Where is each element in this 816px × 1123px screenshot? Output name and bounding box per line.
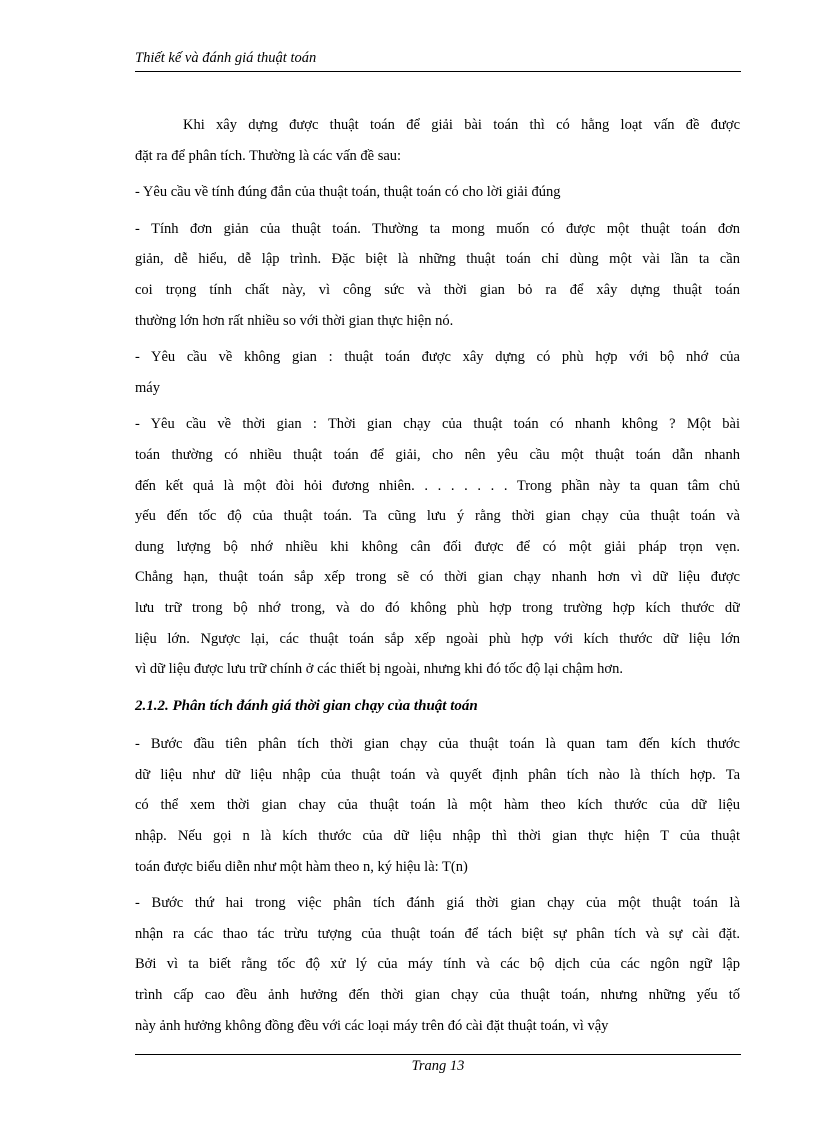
header-divider	[135, 71, 741, 72]
text-line: - Yêu cầu về thời gian : Thời gian chạy của thuật toán có nhanh không ? Một bài	[135, 416, 740, 433]
text-line: - Bước thứ hai trong việc phân tích đánh giá thời gian chạy của một thuật toán là	[135, 895, 740, 912]
text-line: lưu trữ trong bộ nhớ trong, và do đó không phù hợp trong trường hợp kích thước dữ	[135, 599, 740, 616]
paragraph-space	[135, 342, 740, 403]
text-line: dung lượng bộ nhớ nhiều khi không cân đối được để có một giải pháp trọn vẹn.	[135, 538, 740, 555]
text-line: - Yêu cầu về không gian : thuật toán được xây dựng có phù hợp với bộ nhớ của	[135, 349, 740, 366]
paragraph-step-one	[135, 729, 740, 882]
text-line: máy	[135, 379, 160, 396]
paragraph-simplicity	[135, 214, 740, 336]
text-line: giản, dễ hiểu, dễ lập trình. Đặc biệt là những thuật toán chỉ dùng một vài lần ta cần	[135, 251, 740, 268]
text-line: toán được biểu diễn như một hàm theo n, ký hiệu là: T(n)	[135, 858, 468, 875]
page-number: Trang 13	[411, 1058, 465, 1074]
text-line: đặt ra để phân tích. Thường là các vấn đề sau:	[135, 147, 402, 164]
text-line: - Yêu cầu về tính đúng đắn của thuật toán, thuật toán có cho lời giải đúng	[135, 184, 561, 201]
text-line: đến kết quả là một đòi hỏi đương nhiên. . . . . . . . Trong phần này ta quan tâm chủ	[135, 477, 740, 494]
paragraph-step-two	[135, 888, 740, 1041]
text-line: nhập. Nếu gọi n là kích thước của dữ liệu nhập thì thời gian thực hiện T của thuật	[135, 828, 740, 845]
text-line: coi trọng tính chất này, vì công sức và thời gian bỏ ra để xây dựng thuật toán	[135, 281, 740, 298]
text-line: có thể xem thời gian chay của thuật toán là một hàm theo kích thước của dữ liệu	[135, 797, 740, 814]
paragraph-intro	[135, 110, 740, 171]
text-line: nhận ra các thao tác trừu tượng của thuật toán để tách biệt sự phân tích và sự cài đặt.	[135, 925, 740, 942]
text-line: dữ liệu như dữ liệu nhập của thuật toán và quyết định phân tích nào là thích hợp. Ta	[135, 766, 740, 783]
text-line: yếu đến tốc độ của thuật toán. Ta cũng lưu ý rằng thời gian chạy của thuật toán và	[135, 508, 740, 525]
page-header	[135, 48, 741, 72]
text-line: liệu lớn. Ngược lại, các thuật toán sắp xếp ngoài phù hợp với kích thước dữ liệu lớn	[135, 630, 740, 647]
paragraph-correctness	[135, 177, 740, 208]
text-line: này ảnh hưởng không đồng đều với các loại máy trên đó cài đặt thuật toán, vì vậy	[135, 1017, 609, 1034]
text-line: vì dữ liệu được lưu trữ chính ở các thiết bị ngoài, nhưng khi đó tốc độ lại chậm hơn.	[135, 661, 623, 678]
text-line: toán thường có nhiều thuật toán để giải, cho nên yêu cầu một thuật toán dẫn nhanh	[135, 446, 740, 463]
footer-divider	[135, 1054, 741, 1055]
text-line: Chẳng hạn, thuật toán sắp xếp trong sẽ có thời gian chạy nhanh hơn vì dữ liệu được	[135, 569, 740, 586]
page-content	[135, 110, 740, 1041]
section-heading: 2.1.2. Phân tích đánh giá thời gian chạy của thuật toán	[135, 697, 478, 714]
text-line: thường lớn hơn rất nhiều so với thời gian thực hiện nó.	[135, 312, 454, 329]
text-line: - Tính đơn giản của thuật toán. Thường ta mong muốn có được một thuật toán đơn	[135, 220, 740, 237]
text-line: Bởi vì ta biết rằng tốc độ xử lý của máy tính và các bộ dịch của các ngôn ngữ lập	[135, 956, 740, 973]
paragraph-time	[135, 409, 740, 684]
text-line: trình cấp cao đều ảnh hưởng đến thời gian chạy của thuật toán, nhưng những yếu tố	[135, 987, 740, 1004]
text-line: - Bước đầu tiên phân tích thời gian chạy của thuật toán là quan tam đến kích thước	[135, 736, 740, 753]
text-line: Khi xây dựng được thuật toán để giải bài toán thì có hằng loạt vấn đề được	[183, 117, 740, 133]
header-title: Thiết kế và đánh giá thuật toán	[135, 50, 317, 66]
